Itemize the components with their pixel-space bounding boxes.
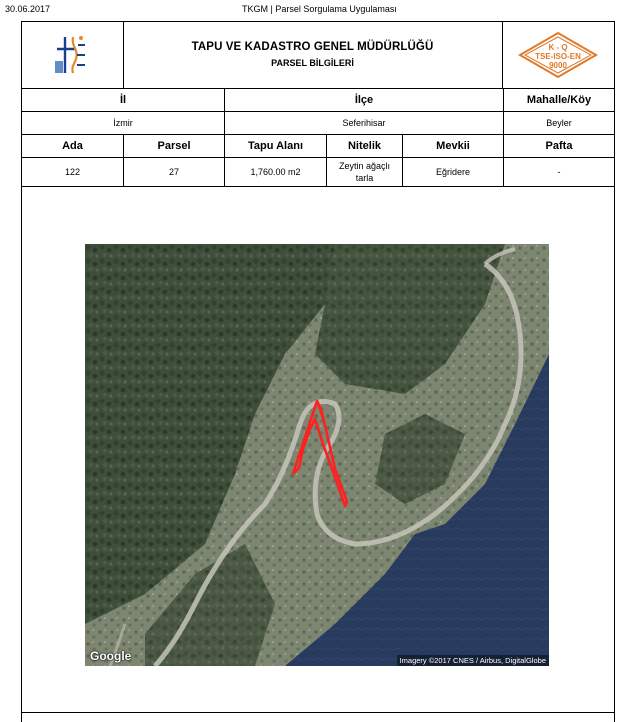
nitelik-value [327,158,403,187]
il-header: İl [22,89,225,112]
tkgm-logo-icon [21,21,123,88]
report-subtitle: PARSEL BİLGİLERİ [271,58,354,68]
ada-value: 122 [22,158,124,187]
location-header-row [22,89,615,112]
tapu-alani-value: 1,760.00 m2 [225,158,327,187]
agency-title: TAPU VE KADASTRO GENEL MÜDÜRLÜĞÜ [191,41,434,53]
location-value-row [22,112,615,135]
parsel-value: 27 [124,158,225,187]
mevkii-value: Eğridere [403,158,504,187]
tapu-alani-header: Tapu Alanı [225,135,327,158]
tkgm-logo-cell [21,21,124,89]
satellite-map[interactable] [85,244,549,666]
nitelik-line-2: tarla [355,173,374,183]
parcel-value-row [22,158,615,187]
title-cell [123,21,502,89]
ilce-value: Seferihisar [225,112,504,135]
mevkii-header: Mevkii [403,135,504,158]
mahalle-value: Beyler [504,112,615,135]
parsel-header: Parsel [124,135,225,158]
bottom-divider [21,712,614,713]
nitelik-header: Nitelik [327,135,403,158]
iso-line-1: K - Q [548,43,568,52]
imagery-credit: Imagery ©2017 CNES / Airbus, DigitalGlobe [397,655,549,666]
satellite-imagery [85,244,549,666]
pafta-header: Pafta [504,135,615,158]
il-value: İzmir [22,112,225,135]
iso-logo-cell [502,21,614,89]
google-logo: Google [90,649,132,663]
print-date: 30.06.2017 [5,4,51,14]
ada-header: Ada [22,135,124,158]
nitelik-line-1: Zeytin ağaçlı [338,161,391,171]
pafta-value: - [504,158,615,187]
iso-certificate-icon [503,21,614,88]
iso-line-2: TSE-ISO-EN [535,52,581,61]
app-title: TKGM | Parsel Sorgulama Uygulaması [242,4,397,14]
iso-line-3: 9000 [549,61,567,70]
mahalle-header: Mahalle/Köy [504,89,615,112]
ilce-header: İlçe [225,89,504,112]
parcel-header-row [22,135,615,158]
parcel-info-table [21,88,615,187]
